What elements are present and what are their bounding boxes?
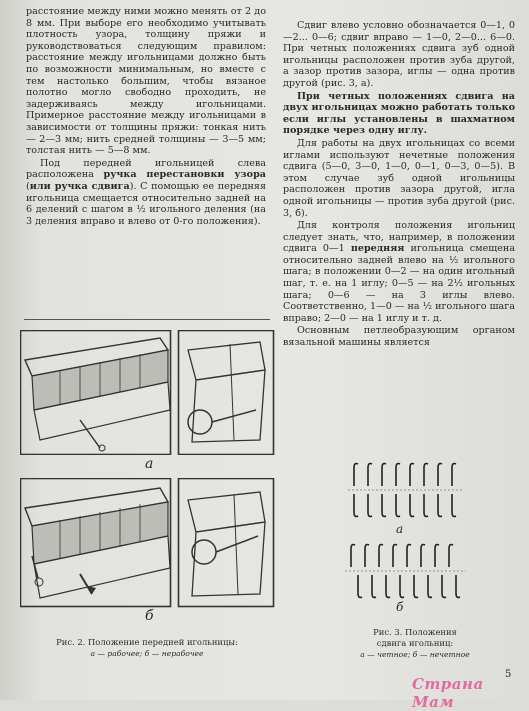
right-paragraph-1 [283,20,515,90]
bold-run: или [29,180,55,192]
figure3-a-illustration [346,460,466,520]
figure3-caption [330,627,500,660]
needle-mark [421,545,425,568]
figure2-label-a: а [145,456,154,472]
left-text-column [26,6,266,227]
figure2-a-illustration [20,330,275,455]
figure2-caption [22,637,272,659]
left-divider-line [24,319,270,320]
needle-mark [396,464,400,487]
needle-mark [379,545,383,568]
right-paragraph-3 [283,138,515,219]
figure3-caption-line2: сдвига игольниц: [376,638,454,648]
needle-mark [368,464,372,487]
figure2-b-illustration [20,478,275,608]
needle-mark [358,575,362,598]
needle-mark [414,575,418,598]
needle-mark [396,494,400,517]
left-paragraph-2 [26,158,266,228]
needle-mark [354,464,358,487]
needle-mark [410,494,414,517]
needle-mark [424,494,428,517]
needle-mark [449,545,453,568]
needle-mark [365,545,369,568]
text-run: ). С помощью ее передняя игольница смещается относительно задней на 6 делений с шагом в ½ игольного деления (на 3 деления вправо и влево от 0-го положения). [26,180,267,227]
needle-mark [424,464,428,487]
right-paragraph-5 [283,325,515,348]
needle-mark [382,494,386,517]
bold-run: ручка перестановки узора [103,169,266,181]
figure3-label-a: а [396,522,404,536]
figure3-caption-sub: а — четное; б — нечетное [360,650,470,659]
needle-mark [452,464,456,487]
watermark-logo: Страна Мам [412,675,484,711]
needle-mark [407,545,411,568]
text-run: Под передней игольницей слева расположена [26,157,266,181]
text-run: игольница смещена относительно задней влево на ½ игольного шага; в положении 0—2 — на один игольный шаг, т. е. на 1 иглу; 0—5 — на 2½ игольных шага; 0—6 — на 3 иглы влево. Соответственно, 1—0 — на ½ игольного шага вправо; 2—0 — на 1 иглу и т. д. [283,243,515,324]
figure2-caption-title: Рис. 2. Положение передней игольницы: [56,637,238,647]
text-run: Основным петлеобразующим органом вязальной машины является [283,325,515,349]
text-run: расстояние между ними можно менять от 2 до 8 мм. При выборе его необходимо учитывать плотность узора, толщину пряжи и руководствоваться следующим правилом: расстояние между игольницами должно быть по возможности минимальным, но вместе с тем настолько большим, чтобы вязаное полотно могло свободно проходить, не задерживаясь между игольницами. Примерное расстояние между игольницами в зависимости от толщины пряжи: тонкая нить — 2—3 мм; нить средней толщины — 3—5 мм; толстая нить — 5—8 мм. [26,6,266,157]
needle-mark [368,494,372,517]
right-paragraph-4 [283,220,515,324]
needle-mark [435,545,439,568]
figure3-b-illustration [343,542,468,600]
needle-mark [442,575,446,598]
needle-mark [354,494,358,517]
text-run: Для работы на двух игольницах со всеми иглами используют нечетные положения сдвига (5—0, 3—0, 1—0, 0—1, 0—3, 0—5). В этом случае зуб одной игольницы расположен против зазора другой, игла одной игольницы — против зуба другой (рис. 3, б). [283,137,515,219]
bold-run: При четных положениях сдвига на двух игольницах можно работать только если иглы установлены в шахматном порядке через одну иглу. [283,90,515,137]
needle-mark [372,575,376,598]
needle-mark [393,545,397,568]
left-paragraph-1 [26,6,266,157]
figure2-caption-sub: а — рабочее; б — нерабочее [90,649,204,658]
needle-mark [438,464,442,487]
bold-run: передняя [350,243,405,255]
needle-mark [456,575,460,598]
page-number: 5 [505,669,512,680]
needle-mark [438,494,442,517]
text-run: Сдвиг влево условно обозначается 0—1, 0—2... 0—6; сдвиг вправо — 1—0, 2—0... 6—0. При четных положениях сдвига зуб одной игольницы расположен против зуба другой, а зазор против зазора, иглы — одна против другой (рис. 3, а). [283,20,515,89]
figure3-label-b: б [396,600,404,614]
bold-run: ручка сдвига [54,180,130,192]
needle-mark [351,545,355,568]
needle-mark [382,464,386,487]
needle-mark [428,575,432,598]
needle-mark [410,464,414,487]
needle-mark [400,575,404,598]
right-text-column [283,20,515,349]
figure2-label-b: б [145,608,154,624]
figure3-caption-line1: Рис. 3. Положения [373,627,457,637]
right-paragraph-2 [283,91,515,137]
needle-mark [452,494,456,517]
needle-mark [386,575,390,598]
text-run: Для контроля положения игольниц следует знать, что, например, в положении сдвига 0—1 [283,220,515,255]
text-run: ( [26,180,30,192]
